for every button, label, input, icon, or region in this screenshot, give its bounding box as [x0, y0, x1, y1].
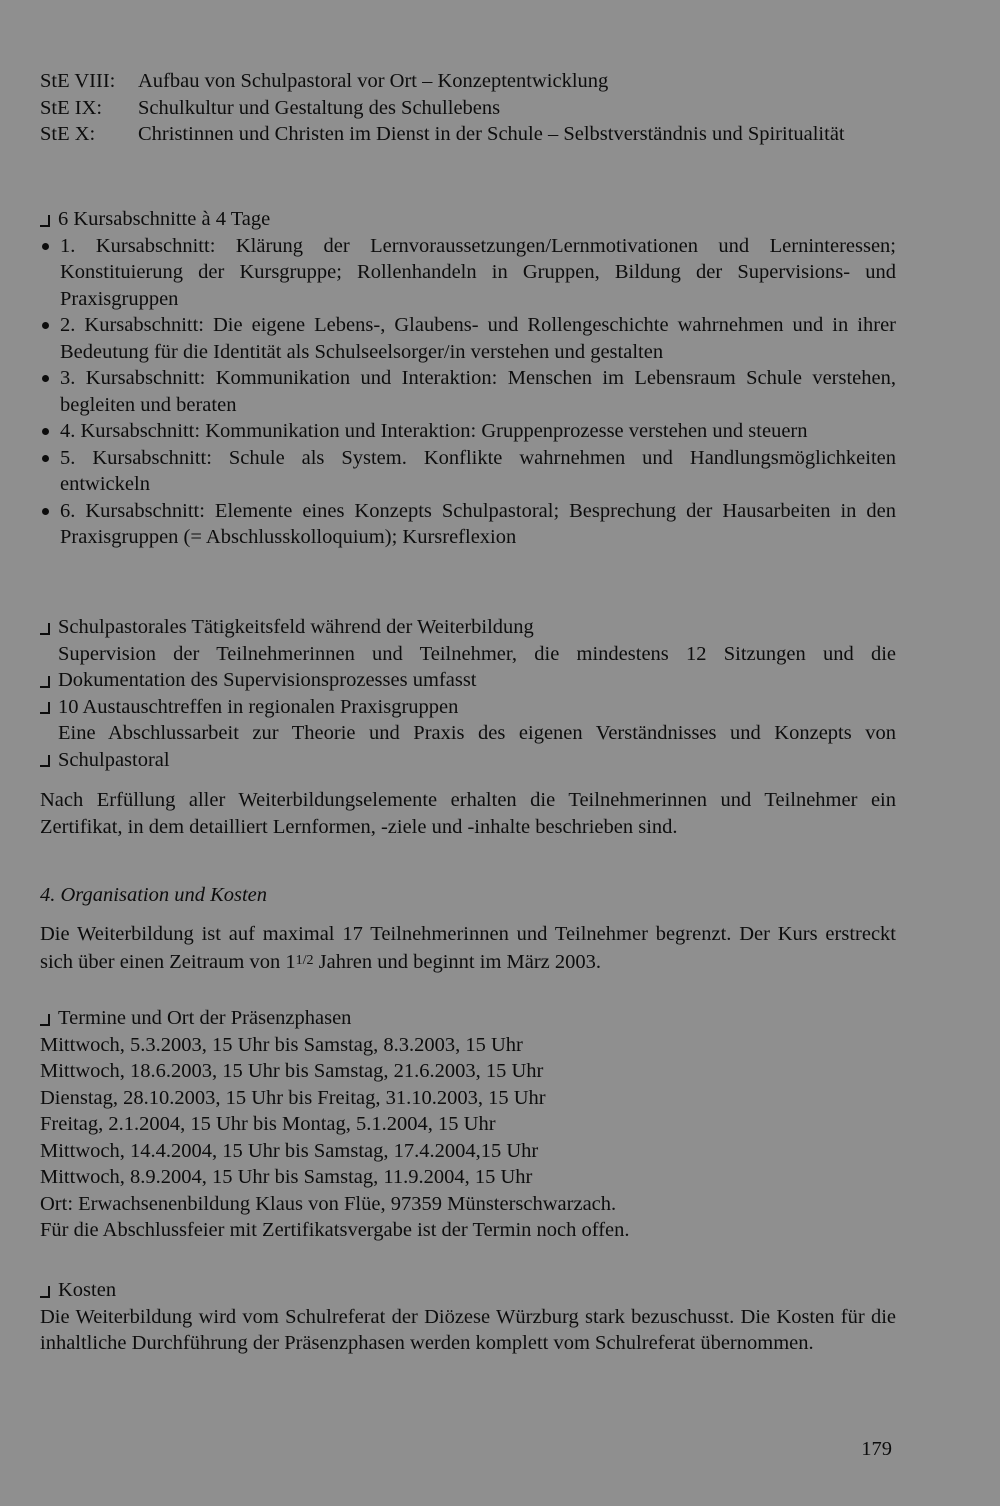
termine-heading: [40, 1005, 896, 1032]
list-item: [40, 498, 896, 551]
ste-code: StE VIII:: [40, 70, 116, 92]
kosten-paragraph: Die Weiterbildung wird vom Schulreferat der Diözese Würzburg stark bezuschusst. Die Kosten für die inhaltliche Durchführung der Präsenzphasen werden komplett vom Schulreferat übernommen.: [40, 1305, 896, 1354]
element-item: [40, 614, 896, 641]
page-number: 179: [861, 1438, 892, 1460]
zertifikat-paragraph: Nach Erfüllung aller Weiterbildungselemente erhalten die Teilnehmerinnen und Teilnehmer ein Zertifikat, in dem detailliert Lernformen, -ziele und -inhalte beschrieben sind.: [40, 789, 896, 838]
ste-row: [40, 95, 896, 122]
kurs-list: [40, 233, 896, 551]
list-item-text: 3. Kursabschnitt: Kommunikation und Interaktion: Menschen im Lebensraum Schule verstehen, begleiten und beraten: [60, 367, 896, 416]
section-heading: 4. Organisation und Kosten: [40, 884, 268, 906]
ste-text: Christinnen und Christen im Dienst in der Schule – Selbstverständnis und Spiritualität: [138, 123, 845, 145]
kurs-heading-text: 6 Kursabschnitte à 4 Tage: [58, 208, 271, 230]
ort-line: Ort: Erwachsenenbildung Klaus von Flüe, 97359 Münsterschwarzach.: [40, 1192, 617, 1215]
bullet-icon: [42, 322, 49, 329]
bullet-icon: [42, 428, 49, 435]
ste-code: StE IX:: [40, 96, 103, 119]
fraction: 1/2: [295, 952, 314, 968]
kosten-heading-text: Kosten: [58, 1279, 117, 1301]
list-item-text: 4. Kursabschnitt: Kommunikation und Interaktion: Gruppenprozesse verstehen und steuern: [60, 420, 808, 442]
element-text: Eine Abschlussarbeit zur Theorie und Praxis des eigenen Verständnisses und Konzepts von Schulpastoral: [58, 722, 896, 771]
list-item-text: 2. Kursabschnitt: Die eigene Lebens-, Glaubens- und Rollengeschichte wahrnehmen und in ihrer Bedeutung für die Identität als Schulseelsorger/in verstehen und gestalten: [60, 314, 896, 363]
termine-section: [40, 1005, 896, 1244]
ste-list: [40, 68, 896, 148]
element-item: [40, 694, 896, 721]
list-item-text: 5. Kursabschnitt: Schule als System. Konflikte wahrnehmen und Handlungsmöglichkeiten entwickeln: [60, 446, 896, 495]
section4-paragraph: [40, 921, 896, 975]
date-line: Mittwoch, 8.9.2004, 15 Uhr bis Samstag, 11.9.2004, 15 Uhr: [40, 1166, 533, 1188]
list-item: [40, 445, 896, 498]
date-line: Mittwoch, 5.3.2003, 15 Uhr bis Samstag, 8.3.2003, 15 Uhr: [40, 1033, 523, 1056]
checkbox-icon: [40, 614, 58, 641]
ste-text: Aufbau von Schulpastoral vor Ort – Konzeptentwicklung: [138, 70, 609, 92]
checkbox-icon: [40, 206, 58, 233]
paragraph-text: Die Weiterbildung ist auf maximal 17 Teilnehmerinnen und Teilnehmer begrenzt. Der Kurs erstreckt sich über einen Zeitraum von 1: [40, 923, 896, 973]
list-item-text: 1. Kursabschnitt: Klärung der Lernvoraussetzungen/Lernmotivationen und Lerninteressen; Konstituierung der Kursgruppe; Rollenhandeln in Gruppen, Bildung der Supervisions- und Praxisgruppen: [60, 234, 896, 310]
list-item: [40, 233, 896, 313]
checkbox-icon: [40, 641, 58, 694]
date-line: Dienstag, 28.10.2003, 15 Uhr bis Freitag, 31.10.2003, 15 Uhr: [40, 1086, 546, 1109]
paragraph-text: Jahren und beginnt im März 2003.: [318, 950, 602, 973]
element-item: [40, 641, 896, 694]
element-text: 10 Austauschtreffen in regionalen Praxisgruppen: [58, 695, 459, 718]
ste-row: [40, 121, 896, 148]
checkbox-icon: [40, 1277, 58, 1304]
checkbox-icon: [40, 694, 58, 721]
date-line: Mittwoch, 14.4.2004, 15 Uhr bis Samstag, 17.4.2004,15 Uhr: [40, 1139, 539, 1162]
list-item: [40, 312, 896, 365]
ste-code: StE X:: [40, 123, 96, 145]
termine-heading-text: Termine und Ort der Präsenzphasen: [58, 1007, 352, 1029]
feier-line: Für die Abschlussfeier mit Zertifikatsvergabe ist der Termin noch offen.: [40, 1219, 630, 1241]
list-item-text: 6. Kursabschnitt: Elemente eines Konzepts Schulpastoral; Besprechung der Hausarbeiten in den Praxisgruppen (= Abschlusskolloquium); Kursreflexion: [60, 499, 896, 548]
ste-row: [40, 68, 896, 95]
kosten-heading: [40, 1277, 896, 1304]
element-item: [40, 720, 896, 773]
kurs-heading: [40, 206, 896, 233]
kurs-section: [40, 206, 896, 551]
bullet-icon: [42, 243, 49, 250]
date-line: Freitag, 2.1.2004, 15 Uhr bis Montag, 5.1.2004, 15 Uhr: [40, 1113, 496, 1135]
date-line: Mittwoch, 18.6.2003, 15 Uhr bis Samstag, 21.6.2003, 15 Uhr: [40, 1060, 544, 1082]
bullet-icon: [42, 508, 49, 515]
checkbox-icon: [40, 1005, 58, 1032]
checkbox-icon: [40, 720, 58, 773]
element-text: Supervision der Teilnehmerinnen und Teilnehmer, die mindestens 12 Sitzungen und die Dokumentation des Supervisionsprozesses umfasst: [58, 642, 896, 691]
bullet-icon: [42, 455, 49, 462]
kosten-section: [40, 1277, 896, 1357]
list-item: [40, 418, 896, 445]
element-text: Schulpastorales Tätigkeitsfeld während der Weiterbildung: [58, 616, 534, 638]
ste-text: Schulkultur und Gestaltung des Schullebens: [138, 96, 501, 119]
list-item: [40, 365, 896, 418]
elements-section: [40, 614, 896, 773]
bullet-icon: [42, 375, 49, 382]
